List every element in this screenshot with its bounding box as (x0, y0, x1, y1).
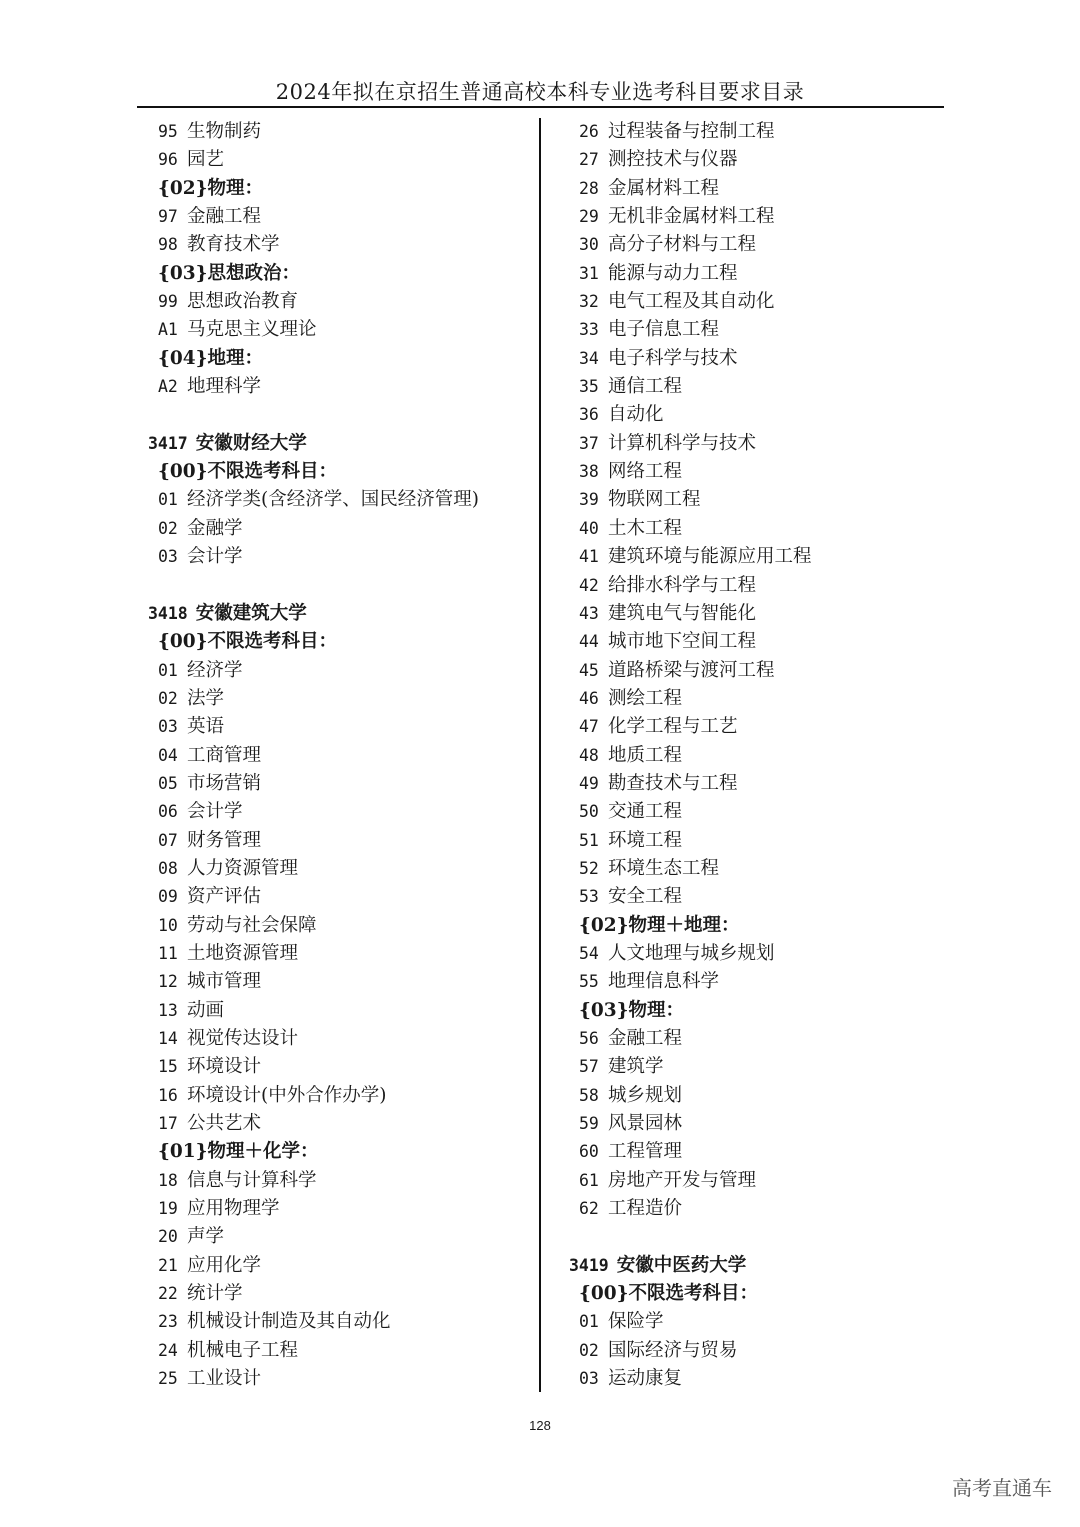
major-item (569, 458, 949, 486)
major-item (569, 203, 949, 231)
major-number: 28 (579, 178, 599, 198)
major-number: 35 (579, 377, 599, 397)
major-name: 建筑电气与智能化 (608, 602, 757, 624)
major-item (569, 175, 949, 203)
major-item (569, 260, 949, 288)
major-name: 城市管理 (187, 971, 262, 993)
subject-requirement-heading: {02}物理＋地理： (579, 914, 740, 936)
major-number: 01 (579, 1312, 599, 1332)
major-number: 02 (579, 1340, 599, 1360)
major-name: 统计学 (187, 1283, 243, 1305)
major-number: 01 (158, 490, 178, 510)
major-item (569, 628, 949, 656)
school-heading (569, 1252, 949, 1280)
school-heading (148, 430, 533, 458)
major-item (569, 1110, 949, 1138)
major-item (569, 1337, 949, 1365)
major-item (148, 798, 533, 826)
major-name: 网络工程 (608, 461, 683, 483)
major-name: 给排水科学与工程 (608, 574, 757, 596)
major-number: 38 (579, 462, 599, 482)
subject-requirement-heading: {00}不限选考科目： (158, 461, 338, 483)
major-number: 42 (579, 575, 599, 595)
major-item (148, 1082, 533, 1110)
major-number: 10 (158, 915, 178, 935)
major-item (148, 713, 533, 741)
major-name: 应用化学 (187, 1254, 262, 1276)
major-number: 23 (158, 1312, 178, 1332)
major-number: 15 (158, 1057, 178, 1077)
major-number: A2 (158, 377, 178, 397)
major-number: 12 (158, 972, 178, 992)
major-item (569, 883, 949, 911)
major-name: 经济学类(含经济学、国民经济管理) (187, 489, 479, 511)
major-number: 13 (158, 1000, 178, 1020)
school-code: 3419 (569, 1255, 609, 1275)
major-name: 电气工程及其自动化 (608, 291, 775, 313)
subject-requirement-heading: {02}物理： (158, 177, 264, 199)
major-number: 18 (158, 1170, 178, 1190)
major-number: 20 (158, 1227, 178, 1247)
major-number: 02 (158, 518, 178, 538)
major-item (148, 912, 533, 940)
major-item (569, 118, 949, 146)
major-number: 53 (579, 887, 599, 907)
major-item (148, 486, 533, 514)
major-number: 17 (158, 1114, 178, 1134)
major-number: 96 (158, 150, 178, 170)
major-number: 60 (579, 1142, 599, 1162)
major-item (569, 1138, 949, 1166)
major-item (569, 316, 949, 344)
major-number: 57 (579, 1057, 599, 1077)
major-name: 资产评估 (187, 886, 262, 908)
major-name: 视觉传达设计 (187, 1028, 299, 1049)
major-number: 95 (158, 122, 178, 141)
major-name: 测绘工程 (608, 687, 683, 709)
major-name: 人力资源管理 (187, 857, 299, 879)
major-item (569, 657, 949, 685)
major-name: 公共艺术 (187, 1113, 262, 1135)
major-item (569, 373, 949, 401)
major-item (148, 827, 533, 855)
major-name: 财务管理 (187, 829, 262, 851)
major-item (148, 1195, 533, 1223)
major-name: 房地产开发与管理 (608, 1169, 757, 1191)
major-item (569, 798, 949, 826)
major-name: 地理信息科学 (608, 971, 720, 993)
major-name: 园艺 (187, 149, 225, 171)
major-name: 金融学 (187, 517, 243, 539)
major-number: 32 (579, 292, 599, 312)
major-name: 环境设计 (187, 1056, 262, 1078)
major-name: 勘查技术与工程 (608, 772, 738, 794)
major-name: 环境生态工程 (608, 857, 720, 879)
major-item (569, 713, 949, 741)
major-number: 30 (579, 235, 599, 255)
major-number: 26 (579, 122, 599, 141)
major-name: 金属材料工程 (608, 177, 720, 199)
major-name: 动画 (187, 999, 225, 1021)
major-number: 97 (158, 207, 178, 227)
school-name: 安徽中医药大学 (616, 1254, 747, 1276)
major-name: 会计学 (187, 801, 243, 823)
major-number: 34 (579, 348, 599, 368)
major-name: 过程装备与控制工程 (608, 121, 775, 142)
major-name: 市场营销 (187, 772, 262, 794)
major-item (569, 1025, 949, 1053)
major-item (148, 316, 533, 344)
major-name: 金融工程 (608, 1028, 683, 1049)
blank-line (569, 1223, 949, 1251)
blank-line (148, 572, 533, 600)
major-number: 45 (579, 660, 599, 680)
major-name: 法学 (187, 687, 225, 709)
major-number: 27 (579, 150, 599, 170)
major-item (148, 1280, 533, 1308)
major-number: 43 (579, 603, 599, 623)
watermark: 高考直通车 (952, 1476, 1052, 1500)
major-item (569, 572, 949, 600)
major-number: 07 (158, 830, 178, 850)
right-column (569, 118, 949, 1393)
school-code: 3417 (148, 433, 188, 453)
major-name: 保险学 (608, 1311, 664, 1333)
major-name: 地质工程 (608, 744, 683, 766)
major-number: 39 (579, 490, 599, 510)
major-item (148, 742, 533, 770)
major-number: 49 (579, 773, 599, 793)
subject-requirement-heading: {01}物理＋化学： (158, 1141, 319, 1163)
major-number: 47 (579, 717, 599, 737)
major-item (148, 373, 533, 401)
major-item (148, 1337, 533, 1365)
major-item (148, 1110, 533, 1138)
major-name: 机械设计制造及其自动化 (187, 1311, 391, 1333)
major-item (148, 1308, 533, 1336)
title-rule (137, 106, 944, 108)
major-name: 经济学 (187, 659, 243, 681)
major-number: 19 (158, 1199, 178, 1219)
major-item (148, 288, 533, 316)
major-number: 58 (579, 1085, 599, 1105)
major-name: 城市地下空间工程 (608, 631, 757, 653)
school-name: 安徽建筑大学 (195, 602, 307, 624)
left-column (148, 118, 533, 1393)
major-item (148, 146, 533, 174)
major-name: 工程管理 (608, 1141, 683, 1163)
blank-line (148, 401, 533, 429)
major-item (148, 685, 533, 713)
major-name: 电子科学与技术 (608, 347, 738, 369)
major-number: 98 (158, 235, 178, 255)
major-item (569, 827, 949, 855)
major-name: 建筑环境与能源应用工程 (608, 546, 812, 568)
major-number: 50 (579, 802, 599, 822)
school-code: 3418 (148, 603, 188, 623)
major-item (569, 968, 949, 996)
major-item (569, 770, 949, 798)
major-number: 52 (579, 858, 599, 878)
major-item (569, 940, 949, 968)
major-item (569, 1308, 949, 1336)
major-name: 教育技术学 (187, 234, 280, 256)
major-name: 土地资源管理 (187, 942, 299, 964)
major-name: 会计学 (187, 546, 243, 568)
major-name: 自动化 (608, 404, 664, 426)
subject-requirement-heading: {03}思想政治： (158, 262, 301, 284)
page-number: 128 (529, 1418, 551, 1433)
major-item (148, 1252, 533, 1280)
major-name: 工程造价 (608, 1198, 683, 1220)
major-item (569, 855, 949, 883)
major-name: 马克思主义理论 (187, 319, 317, 341)
major-number: 03 (579, 1369, 599, 1389)
major-number: 29 (579, 207, 599, 227)
major-number: 21 (158, 1255, 178, 1275)
major-number: 44 (579, 632, 599, 652)
major-name: 国际经济与贸易 (608, 1339, 738, 1361)
major-name: 金融工程 (187, 206, 262, 228)
major-name: 人文地理与城乡规划 (608, 942, 775, 964)
major-name: 土木工程 (608, 517, 683, 539)
major-item (148, 883, 533, 911)
major-number: 54 (579, 943, 599, 963)
major-number: A1 (158, 320, 178, 340)
major-item (569, 1195, 949, 1223)
major-name: 运动康复 (608, 1368, 683, 1390)
major-name: 城乡规划 (608, 1084, 683, 1106)
school-name: 安徽财经大学 (195, 432, 307, 454)
major-item (569, 401, 949, 429)
subject-requirement-heading: {04}地理： (158, 347, 264, 369)
major-item (148, 997, 533, 1025)
major-name: 思想政治教育 (187, 291, 299, 313)
major-item (569, 1082, 949, 1110)
major-number: 46 (579, 688, 599, 708)
major-name: 电子信息工程 (608, 319, 720, 341)
major-item (569, 486, 949, 514)
major-item (148, 940, 533, 968)
major-number: 01 (158, 660, 178, 680)
subject-requirement-heading: {00}不限选考科目： (158, 631, 338, 653)
major-name: 机械电子工程 (187, 1339, 299, 1361)
major-item (148, 1053, 533, 1081)
major-item (148, 1167, 533, 1195)
major-item (569, 288, 949, 316)
major-name: 环境工程 (608, 829, 683, 851)
major-item (569, 345, 949, 373)
major-number: 02 (158, 688, 178, 708)
major-name: 劳动与社会保障 (187, 914, 317, 936)
major-number: 51 (579, 830, 599, 850)
major-item (148, 770, 533, 798)
major-item (148, 657, 533, 685)
major-item (148, 855, 533, 883)
major-number: 05 (158, 773, 178, 793)
major-name: 信息与计算科学 (187, 1169, 317, 1191)
major-item (569, 430, 949, 458)
major-number: 09 (158, 887, 178, 907)
major-item (148, 231, 533, 259)
major-item (569, 1053, 949, 1081)
major-item (569, 742, 949, 770)
major-number: 55 (579, 972, 599, 992)
major-item (569, 600, 949, 628)
major-number: 48 (579, 745, 599, 765)
major-item (569, 1167, 949, 1195)
major-number: 61 (579, 1170, 599, 1190)
major-name: 风景园林 (608, 1113, 683, 1135)
major-item (148, 1025, 533, 1053)
major-number: 31 (579, 263, 599, 283)
major-number: 22 (158, 1284, 178, 1304)
major-item (569, 1365, 949, 1393)
major-number: 41 (579, 547, 599, 567)
subject-requirement-heading: {03}物理： (579, 999, 685, 1021)
major-name: 英语 (187, 716, 225, 738)
major-number: 06 (158, 802, 178, 822)
major-item (148, 118, 533, 146)
major-name: 建筑学 (608, 1056, 664, 1078)
major-name: 安全工程 (608, 886, 683, 908)
major-name: 通信工程 (608, 376, 683, 398)
major-number: 08 (158, 858, 178, 878)
column-divider (539, 118, 541, 1392)
subject-requirement-heading: {00}不限选考科目： (579, 1283, 759, 1305)
major-name: 物联网工程 (608, 489, 701, 511)
major-number: 04 (158, 745, 178, 765)
major-item (569, 543, 949, 571)
major-number: 11 (158, 943, 178, 963)
major-number: 99 (158, 292, 178, 312)
major-number: 03 (158, 717, 178, 737)
major-name: 工业设计 (187, 1368, 262, 1390)
school-heading (148, 600, 533, 628)
major-number: 24 (158, 1340, 178, 1360)
major-item (148, 203, 533, 231)
major-name: 工商管理 (187, 744, 262, 766)
major-name: 无机非金属材料工程 (608, 206, 775, 228)
major-number: 40 (579, 518, 599, 538)
major-number: 14 (158, 1029, 178, 1048)
major-item (148, 968, 533, 996)
major-name: 环境设计(中外合作办学) (187, 1084, 387, 1106)
major-number: 62 (579, 1199, 599, 1219)
major-number: 56 (579, 1029, 599, 1048)
major-name: 声学 (187, 1226, 225, 1248)
major-item (148, 543, 533, 571)
major-number: 25 (158, 1369, 178, 1389)
major-item (569, 231, 949, 259)
major-name: 化学工程与工艺 (608, 716, 738, 738)
major-name: 应用物理学 (187, 1198, 280, 1220)
major-number: 36 (579, 405, 599, 425)
major-name: 交通工程 (608, 801, 683, 823)
major-item (148, 515, 533, 543)
major-name: 计算机科学与技术 (608, 432, 757, 454)
major-name: 地理科学 (187, 376, 262, 398)
major-name: 高分子材料与工程 (608, 234, 757, 256)
major-number: 59 (579, 1114, 599, 1134)
major-item (569, 685, 949, 713)
major-number: 37 (579, 433, 599, 453)
major-item (569, 146, 949, 174)
major-number: 03 (158, 547, 178, 567)
major-item (569, 515, 949, 543)
major-name: 道路桥梁与渡河工程 (608, 659, 775, 681)
major-name: 生物制药 (187, 121, 262, 142)
major-item (148, 1223, 533, 1251)
page-title: 2024年拟在京招生普通高校本科专业选考科目要求目录 (275, 80, 805, 104)
major-name: 能源与动力工程 (608, 262, 738, 284)
major-item (148, 1365, 533, 1393)
major-number: 33 (579, 320, 599, 340)
major-name: 测控技术与仪器 (608, 149, 738, 171)
major-number: 16 (158, 1085, 178, 1105)
